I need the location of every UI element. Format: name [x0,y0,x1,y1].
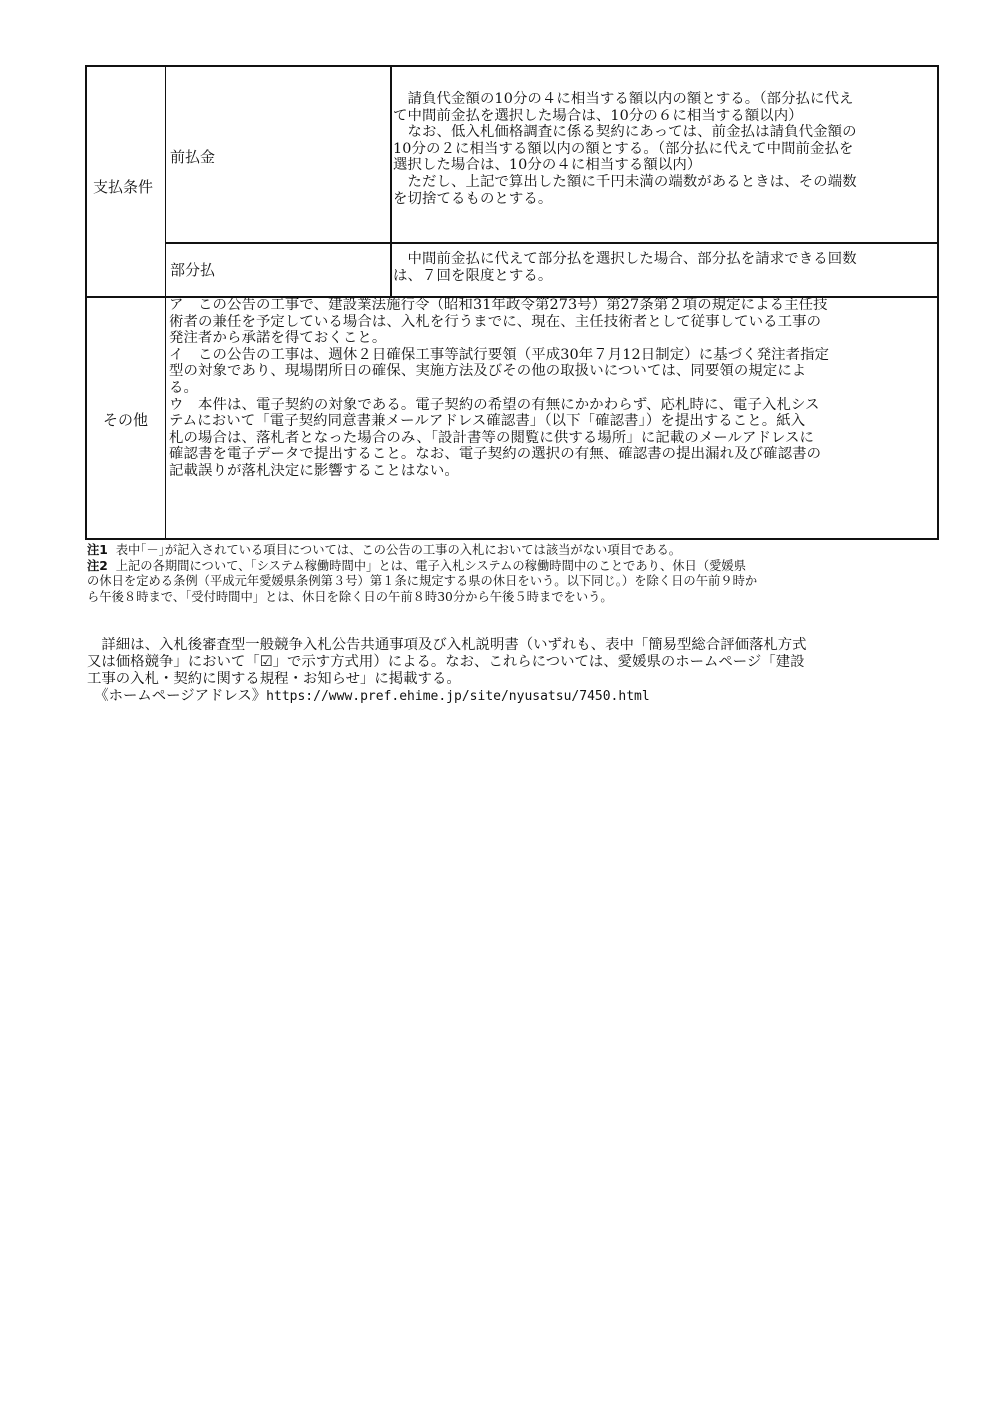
other-line: ア この公告の工事で、建設業法施行令（昭和31年政令第273号）第27条第２項の規定による主任技 [169,297,828,313]
row-divider-advance-partial [166,242,937,244]
other-line: る。 [169,379,198,396]
advance-line: なお、低入札価格調査に係る契約にあっては、前金払は請負代金額の [393,124,857,141]
note-2 [87,559,947,575]
other-line: 術者の兼任を予定している場合は、入札を行うまでに、現在、主任技術者として従事している工事の [169,313,822,330]
advance-line: 10分の２に相当する額以内の額とする。（部分払に代えて中間前金払を [393,140,854,157]
partial-payment-label: 部分払 [170,261,216,279]
advance-line: 選択した場合は、10分の４に相当する額以内） [393,157,702,174]
advance-payment-label: 前払金 [170,148,216,166]
payment-conditions-header: 支払条件 [93,178,154,196]
note-2-line: ら午後８時まで、「受付時間中」とは、休日を除く日の午前８時30分から午後５時までをいう。 [87,589,613,604]
column-divider-1 [165,67,166,538]
partial-payment-text [393,251,938,284]
advance-line: を切捨てるものとする。 [393,190,553,207]
other-line: ウ 本件は、電子契約の対象である。電子契約の希望の有無にかかわらず、応札時に、電子入札シス [169,396,820,413]
other-line: イ この公告の工事は、週休２日確保工事等試行要領（平成30年７月12日制定）に基づく発注者指定 [169,346,830,363]
note-2-tag: 注2 [87,558,108,573]
detail-paragraph [87,637,947,705]
advance-line: て中間前金払を選択した場合は、10分の６に相当する額以内） [393,107,803,124]
table-notes [87,543,947,605]
homepage-address [87,688,947,705]
note-1-text: 表中｢－｣が記入されている項目については、この公告の工事の入札においては該当がない項目である。 [115,543,682,557]
other-line: 札の場合は、落札者となった場合のみ、「設計書等の閲覧に供する場所」に記載のメールアドレスに [169,429,815,446]
note-2-line: 上記の各期間について、「システム稼働時間中」とは、電子入札システムの稼働時間中のことであり、休日（愛媛県 [115,558,747,573]
advance-line: ただし、上記で算出した額に千円未満の端数があるときは、その端数 [393,173,857,190]
other-header: その他 [103,411,149,429]
advance-payment-text [393,91,938,207]
partial-line: 中間前金払に代えて部分払を選択した場合、部分払を請求できる回数 [393,251,857,267]
other-line: 記載誤りが落札決定に影響することはない。 [169,462,459,479]
partial-line: は、７回を限度とする。 [393,267,553,284]
note-1-tag: 注1 [87,543,108,557]
detail-line: 又は価格競争」において「☑」で示す方式用）による。なお、これらについては、愛媛県のホームページ「建設 [87,654,805,670]
other-line: 確認書を電子データで提出すること。なお、電子契約の選択の有無、確認書の提出漏れ及び確認書の [169,446,822,463]
column-divider-2 [390,67,392,296]
note-2-line: の休日を定める条例（平成元年愛媛県条例第３号）第１条に規定する県の休日をいう。以下同じ。）を除く日の午前９時か [87,574,758,589]
other-line: テムにおいて「電子契約同意書兼メールアドレス確認書」（以下「確認書」）を提出すること。紙入 [169,413,806,430]
detail-line: 詳細は、入札後審査型一般競争入札公告共通事項及び入札説明書（いずれも、表中「簡易型総合評価落札方式 [87,637,807,653]
other-text [169,297,937,480]
detail-line: 工事の入札・契約に関する規程・お知らせ」に掲載する。 [87,671,461,687]
conditions-table [85,65,939,540]
homepage-address-label: 《ホームページアドレス》 [87,688,267,704]
other-line: 型の対象であり、現場閉所日の確保、実施方法及びその他の取扱いについては、同要領の規定によ [169,363,807,380]
advance-line: 請負代金額の10分の４に相当する額以内の額とする。（部分払に代え [393,91,854,107]
homepage-url-link[interactable]: https://www.pref.ehime.jp/site/nyusatsu/7450.html [266,689,650,704]
other-line: 発注者から承諾を得ておくこと。 [169,330,387,347]
note-1 [87,543,947,559]
